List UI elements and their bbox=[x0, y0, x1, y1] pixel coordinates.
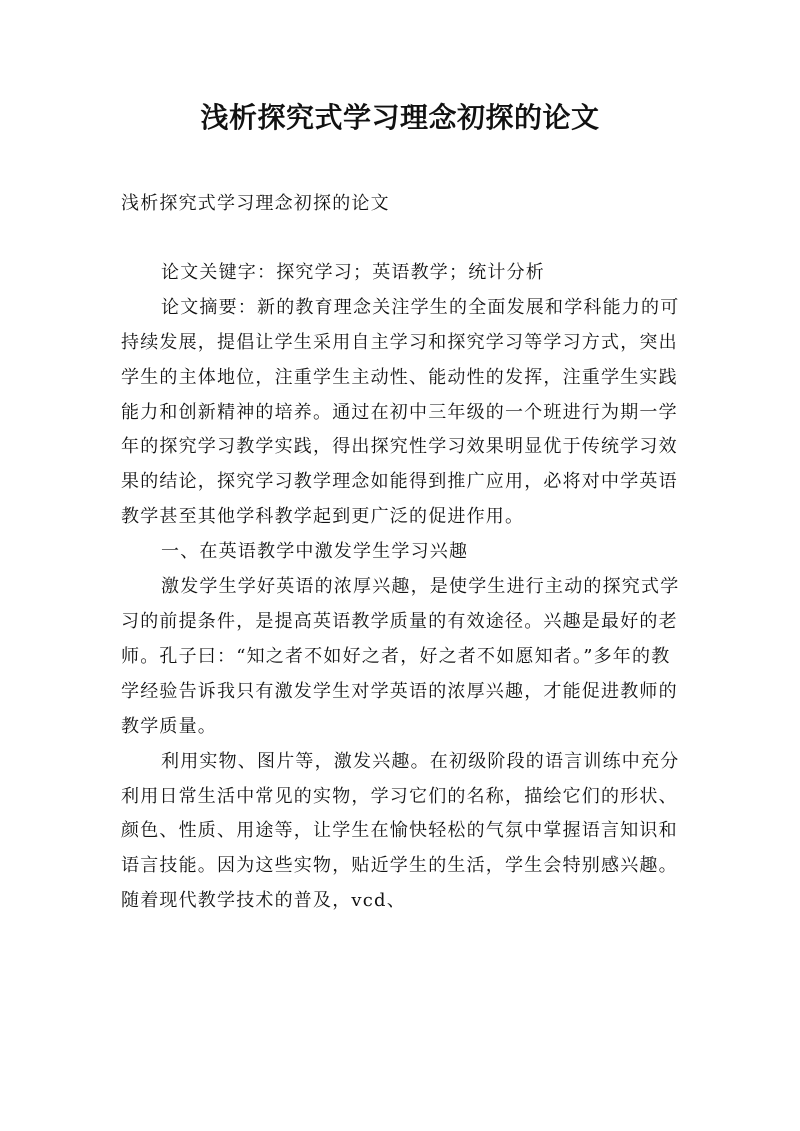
document-title: 浅析探究式学习理念初探的论文 bbox=[200, 101, 600, 134]
body-paragraph: 利用实物、图片等，激发兴趣。在初级阶段的语言训练中充分利用日常生活中常见的实物，学习它们的名称，描绘它们的形状、颜色、性质、用途等，让学生在愉快轻松的气氛中掌握语言知识和语言技能。因为这些实物，贴近学生的生活，学生会特别感兴趣。随着现代教学技术的普及，vcd、 bbox=[121, 750, 680, 912]
body-paragraph: 激发学生学好英语的浓厚兴趣，是使学生进行主动的探究式学习的前提条件，是提高英语教学质量的有效途径。兴趣是最好的老师。孔子曰：“知之者不如好之者，好之者不如愿知者。”多年的教学经验告诉我只有激发学生对学英语的浓厚兴趣，才能促进教师的教学质量。 bbox=[121, 576, 680, 737]
abstract-paragraph: 论文摘要：新的教育理念关注学生的全面发展和学科能力的可持续发展，提倡让学生采用自主学习和探究学习等学习方式，突出学生的主体地位，注重学生主动性、能动性的发挥，注重学生实践能力和创新精神的培养。通过在初中三年级的一个班进行为期一学年的探究学习教学实践，得出探究性学习效果明显优于传统学习效果的结论，探究学习教学理念如能得到推广应用，必将对中学英语教学甚至其他学科教学起到更广泛的促进作用。 bbox=[121, 296, 680, 528]
section-heading: 一、在英语教学中激发学生学习兴趣 bbox=[161, 541, 469, 563]
keywords-paragraph: 论文关键字：探究学习；英语教学；统计分析 bbox=[161, 261, 545, 283]
document-body bbox=[121, 187, 683, 919]
document-subtitle: 浅析探究式学习理念初探的论文 bbox=[121, 193, 390, 214]
